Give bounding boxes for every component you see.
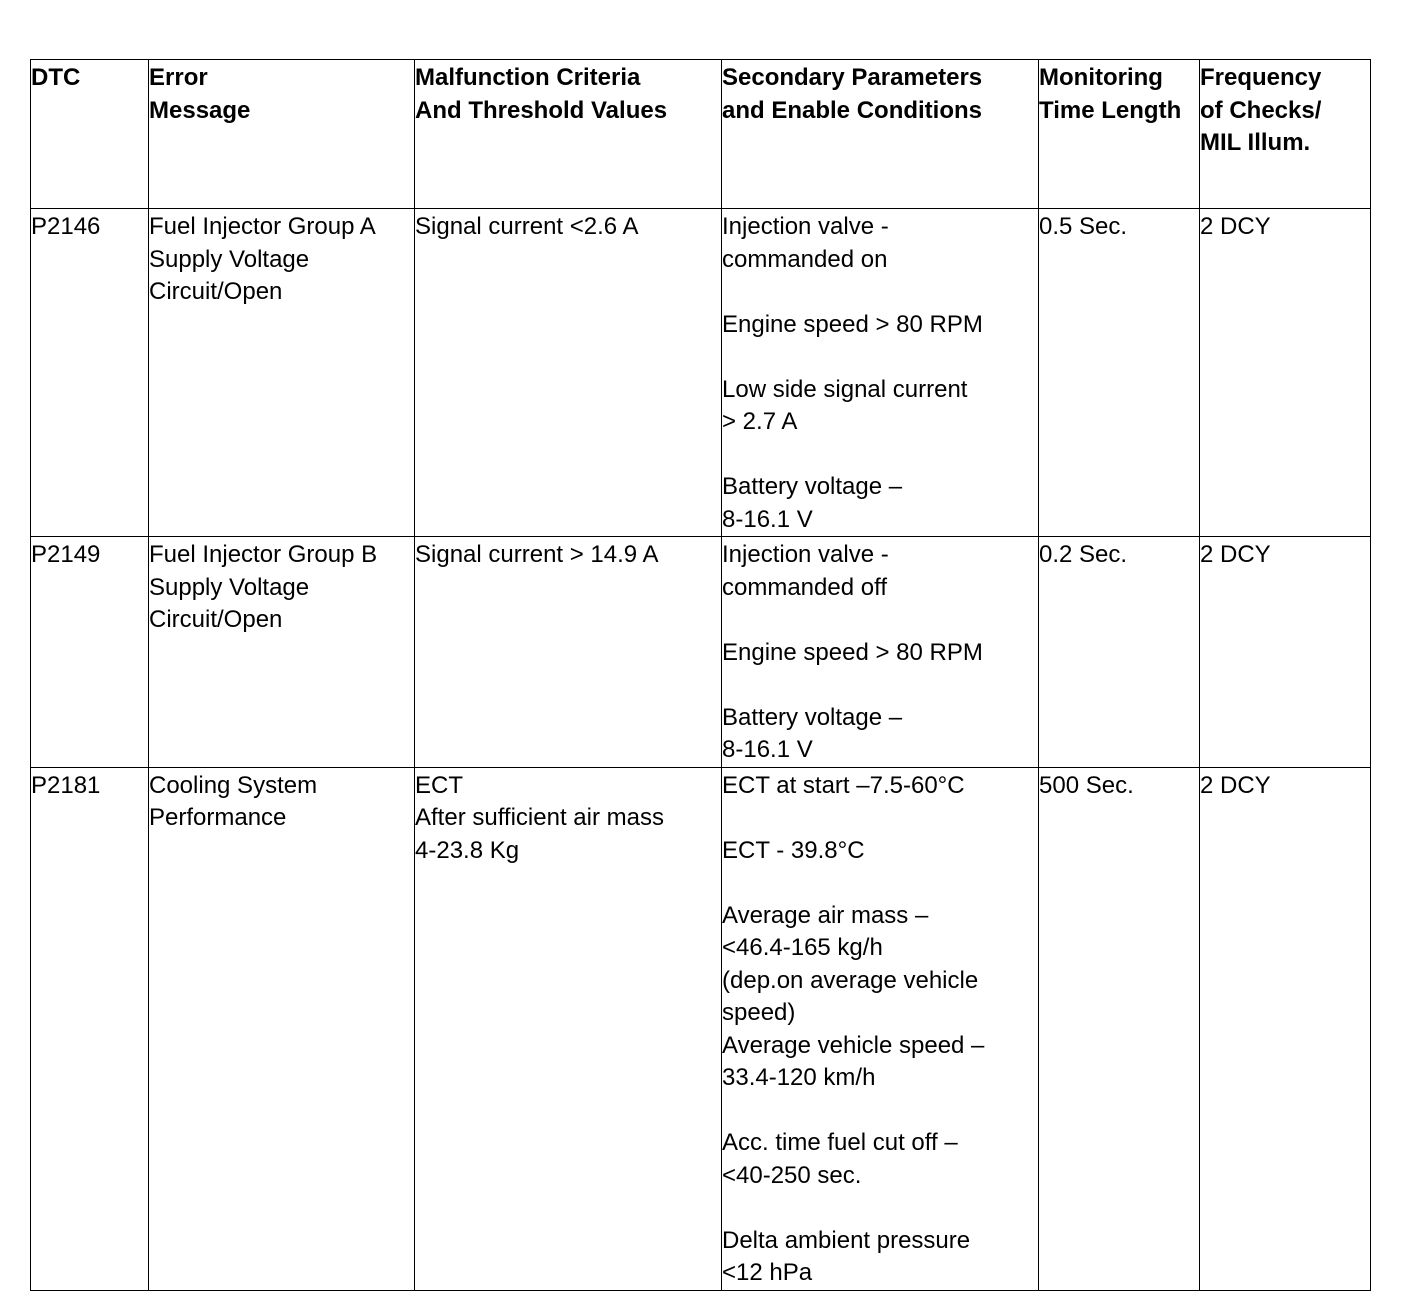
secondary-parameters	[722, 209, 1039, 537]
parameter-item: ECT - 39.8°C	[722, 836, 865, 864]
parameter-item: Average air mass – <46.4-165 kg/h (dep.on average vehicle speed) Average vehicle speed – 33.4-120 km/h	[722, 901, 985, 1091]
parameter-item: Battery voltage – 8-16.1 V	[722, 473, 903, 533]
parameter-item: Battery voltage – 8-16.1 V	[722, 703, 903, 763]
malfunction-criteria: Signal current > 14.9 A	[415, 537, 722, 768]
frequency: 2 DCY	[1200, 767, 1371, 1290]
secondary-parameters	[722, 767, 1039, 1290]
parameter-item: Injection valve - commanded off	[722, 541, 889, 601]
header-frequency: Frequency of Checks/ MIL Illum.	[1200, 60, 1371, 209]
parameter-item: Injection valve - commanded on	[722, 213, 889, 273]
parameter-item: Engine speed > 80 RPM	[722, 310, 983, 338]
table-row	[31, 537, 1371, 768]
monitoring-time: 0.5 Sec.	[1039, 209, 1200, 537]
parameter-item: Acc. time fuel cut off – <40-250 sec.	[722, 1129, 958, 1189]
dtc-table	[30, 59, 1371, 1291]
error-message: Cooling System Performance	[149, 767, 415, 1290]
table-row	[31, 767, 1371, 1290]
frequency: 2 DCY	[1200, 209, 1371, 537]
header-secondary-parameters: Secondary Parameters and Enable Conditions	[722, 60, 1039, 209]
error-message: Fuel Injector Group A Supply Voltage Circuit/Open	[149, 209, 415, 537]
dtc-code: P2146	[31, 209, 149, 537]
malfunction-criteria: ECT After sufficient air mass 4-23.8 Kg	[415, 767, 722, 1290]
secondary-parameters	[722, 537, 1039, 768]
frequency: 2 DCY	[1200, 537, 1371, 768]
dtc-code: P2181	[31, 767, 149, 1290]
header-error-message: Error Message	[149, 60, 415, 209]
table-header-row	[31, 60, 1371, 209]
monitoring-time: 500 Sec.	[1039, 767, 1200, 1290]
error-message: Fuel Injector Group B Supply Voltage Circuit/Open	[149, 537, 415, 768]
parameter-item: Engine speed > 80 RPM	[722, 638, 983, 666]
table-row	[31, 209, 1371, 537]
malfunction-criteria: Signal current <2.6 A	[415, 209, 722, 537]
header-monitoring-time: Monitoring Time Length	[1039, 60, 1200, 209]
header-malfunction-criteria: Malfunction Criteria And Threshold Values	[415, 60, 722, 209]
dtc-code: P2149	[31, 537, 149, 768]
parameter-item: Low side signal current > 2.7 A	[722, 375, 968, 435]
monitoring-time: 0.2 Sec.	[1039, 537, 1200, 768]
parameter-item: Delta ambient pressure <12 hPa	[722, 1226, 971, 1286]
parameter-item: ECT at start –7.5-60°C	[722, 771, 965, 799]
header-dtc: DTC	[31, 60, 149, 209]
